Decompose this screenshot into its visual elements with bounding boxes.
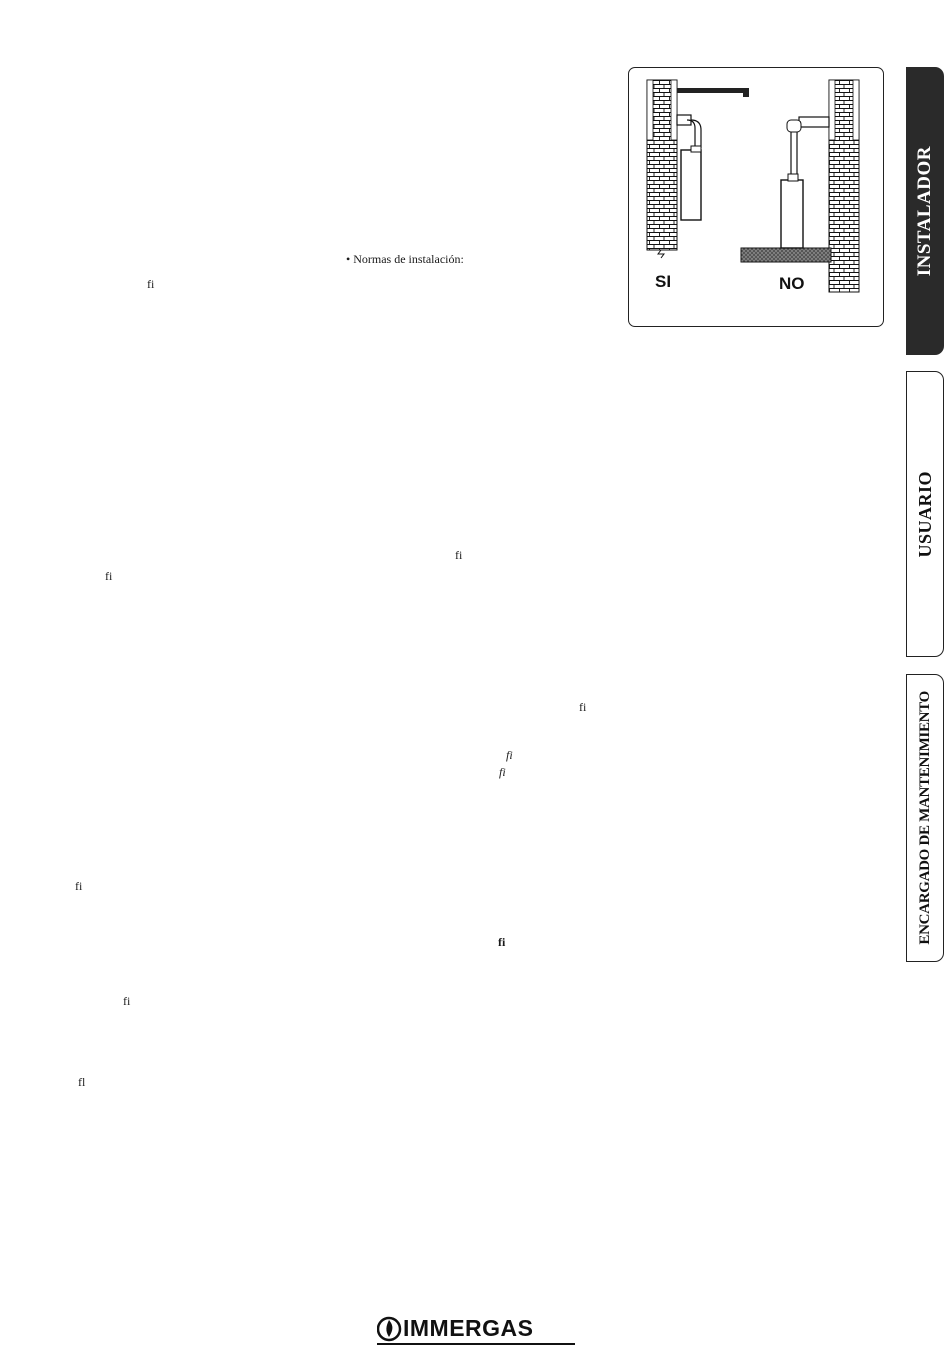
logo-underline [377,1343,575,1345]
flame-logo-icon [377,1315,403,1343]
ligature-fragment: fi [105,569,113,583]
tab-usuario[interactable] [906,371,944,657]
ligature-fragment: fi [75,879,83,893]
ligature-fragment: fi [147,277,155,291]
tab-instalador[interactable] [906,67,944,355]
ligature-fragment: fi [499,765,506,779]
yes-label: SI [655,272,672,291]
logo-text: IMMERGAS [403,1315,534,1341]
tab-instalador-label: INSTALADOR [914,145,935,277]
ligature-fragment: fl [78,1075,86,1089]
ligature-fragment: fi [506,748,513,762]
ligature-fragment: fi [579,700,587,714]
immergas-logo [377,1315,575,1345]
ligature-fragment: fi [498,935,506,949]
installation-rules-bullet: • Normas de instalación: [346,252,464,266]
installation-figure [628,67,884,327]
tab-mantenimiento-label: ENCARGADO DE MANTENIMIENTO [916,691,933,945]
no-label: NO [779,274,805,293]
tab-usuario-label: USUARIO [914,470,935,558]
ligature-fragment: fi [123,994,131,1008]
ligature-fragment: fi [455,548,463,562]
tab-mantenimiento[interactable] [906,674,944,962]
